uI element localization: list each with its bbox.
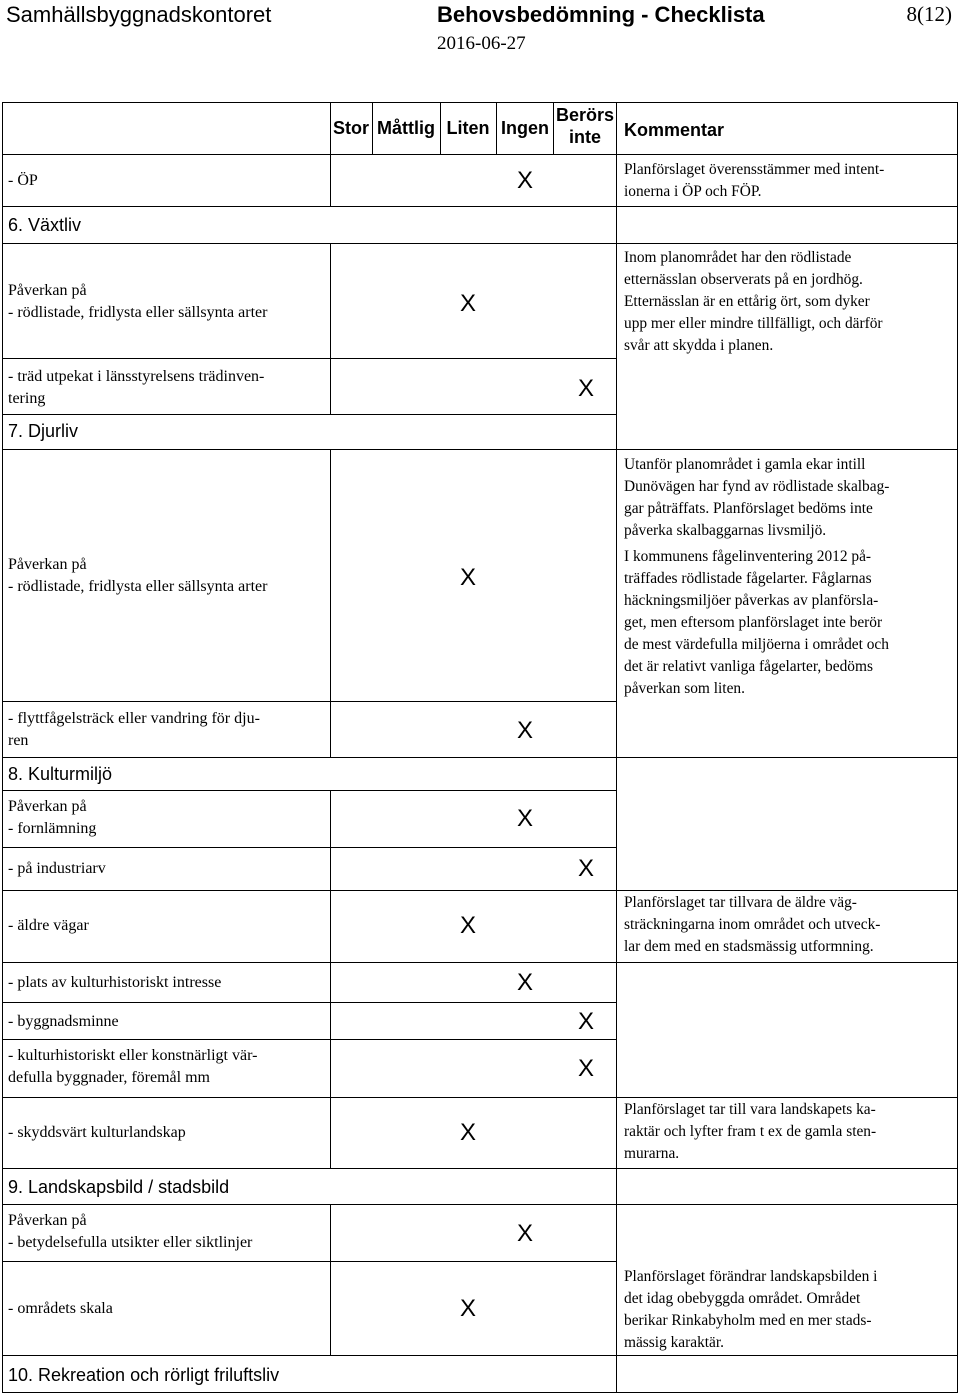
comment-line: påverka skalbaggarnas livsmiljö.: [624, 522, 827, 539]
comment-kulturlandskap: [624, 1099, 876, 1165]
row-label-kulturlandskap: - skyddsvärt kulturlandskap: [8, 1124, 186, 1141]
row-label-line: Påverkan på: [8, 282, 87, 299]
section-heading-rekreation: 10. Rekreation och rörligt friluftsliv: [8, 1365, 280, 1385]
mark-trad-utpekat-berors-inte: X: [577, 375, 594, 402]
row-label-utsikter: [8, 1210, 252, 1254]
column-header-mattlig: Måttlig: [377, 118, 435, 138]
row-label-flyttfagelstrack: [8, 708, 260, 752]
row-label-industriarv: - på industriarv: [8, 860, 106, 877]
org-name: Samhällsbyggnadskontoret: [6, 2, 272, 27]
page-number: 8(12): [906, 2, 952, 26]
row-label-kulturhistoriskt-intresse: - plats av kulturhistoriskt intresse: [8, 974, 222, 991]
comment-line: I kommunens fågelinventering 2012 på-: [624, 548, 872, 565]
comment-line: Planförslaget tar till vara landskapets ka-: [624, 1101, 876, 1118]
comment-line: Planförslaget överensstämmer med intent-: [624, 161, 885, 178]
row-label-djurliv-rodlistade: [8, 554, 267, 598]
column-header-berors-inte: [553, 104, 617, 148]
mark-kulturlandskap-liten: X: [459, 1119, 476, 1146]
mark-vardefulla-byggnader-berors-inte: X: [577, 1055, 594, 1082]
row-label-line: - fornlämning: [8, 820, 97, 837]
mark-vaxtliv-rodlistade-liten: X: [459, 290, 476, 317]
row-label-line: - kulturhistoriskt eller konstnärligt vär-: [8, 1047, 258, 1064]
mark-aldre-vagar-liten: X: [459, 912, 476, 939]
comment-line: Utanför planområdet i gamla ekar intill: [624, 456, 866, 473]
mark-utsikter-ingen: X: [516, 1220, 533, 1247]
column-header-stor: Stor: [333, 118, 369, 138]
comment-line: påverkan som liten.: [624, 680, 745, 697]
mark-byggnadsminne-berors-inte: X: [577, 1008, 594, 1035]
row-label-line: - flyttfågelsträck eller vandring för dju-: [8, 710, 260, 727]
comment-line: upp mer eller mindre tillfälligt, och därför: [624, 315, 883, 332]
comment-djurliv-skalbaggar: [624, 454, 889, 542]
document-date: 2016-06-27: [437, 33, 526, 54]
row-label-omradets-skala: - områdets skala: [8, 1300, 113, 1317]
row-label-fornlamning: [8, 796, 96, 840]
comment-line: sträckningarna inom området och utveck-: [624, 916, 881, 933]
comment-line: Planförslaget förändrar landskapsbilden i: [624, 1268, 878, 1285]
comment-line: berikar Rinkabyholm med en mer stads-: [624, 1312, 872, 1329]
row-label-line: defulla byggnader, föremål mm: [8, 1069, 210, 1086]
comment-line: lar dem med en stadsmässig utformning.: [624, 938, 874, 955]
comment-line: träffades rödlistade fågelarter. Fåglarnas: [624, 570, 872, 587]
row-label-line: tering: [8, 390, 46, 407]
column-header-berors-line2: inte: [568, 127, 601, 147]
comment-line: murarna.: [624, 1145, 680, 1162]
comment-line: raktär och lyfter fram t ex de gamla sten-: [624, 1123, 877, 1140]
comment-line: det är relativt vanliga fågelarter, bedöms: [624, 658, 873, 675]
row-label-line: Påverkan på: [8, 1212, 87, 1229]
section-heading-kulturmiljo: 8. Kulturmiljö: [8, 764, 113, 784]
mark-flyttfagelstrack-ingen: X: [516, 717, 533, 744]
comment-line: Planförslaget tar tillvara de äldre väg-: [624, 894, 857, 911]
section-heading-landskapsbild: 9. Landskapsbild / stadsbild: [8, 1177, 230, 1197]
row-label-line: - träd utpekat i länsstyrelsens trädinven-: [8, 368, 265, 385]
section-heading-vaxtliv: 6. Växtliv: [8, 215, 82, 235]
row-label-line: - betydelsefulla utsikter eller siktlinjer: [8, 1234, 253, 1251]
row-label-vardefulla-byggnader: [8, 1045, 257, 1089]
comment-line: get, men eftersom planförslaget inte berör: [624, 614, 883, 631]
row-label-aldre-vagar: - äldre vägar: [8, 917, 89, 934]
column-header-liten: Liten: [446, 118, 490, 138]
comment-line: Dunövägen har fynd av rödlistade skalbag-: [624, 478, 890, 495]
comment-line: häckningsmiljöer påverkas av planförsla-: [624, 592, 879, 609]
section-heading-djurliv: 7. Djurliv: [8, 421, 79, 441]
comment-line: Etternässlan är en ettårig ört, som dyker: [624, 293, 870, 310]
row-label-line: ren: [8, 732, 29, 749]
row-label-line: - rödlistade, fridlysta eller sällsynta arter: [8, 304, 268, 321]
column-header-berors-line1: Berörs: [555, 105, 615, 125]
comment-line: de mest värdefulla miljöerna i området och: [624, 636, 889, 653]
row-label-trad-utpekat: [8, 366, 264, 410]
mark-op-ingen: X: [516, 167, 533, 194]
column-header-ingen: Ingen: [501, 118, 549, 138]
mark-omradets-skala-liten: X: [459, 1295, 476, 1322]
row-label-byggnadsminne: - byggnadsminne: [8, 1013, 119, 1030]
comment-aldre-vagar: [624, 892, 880, 958]
comment-line: gar påträffats. Planförslaget bedöms inte: [624, 500, 873, 517]
row-label-op: - ÖP: [8, 172, 38, 189]
comment-line: Inom planområdet har den rödlistade: [624, 249, 852, 266]
mark-industriarv-berors-inte: X: [577, 855, 594, 882]
mark-fornlamning-ingen: X: [516, 805, 533, 832]
mark-djurliv-rodlistade-liten: X: [459, 564, 476, 591]
row-label-line: Påverkan på: [8, 798, 87, 815]
row-label-line: - rödlistade, fridlysta eller sällsynta arter: [8, 578, 268, 595]
column-header-kommentar: Kommentar: [624, 120, 725, 140]
comment-line: det idag obebyggda området. Området: [624, 1290, 861, 1307]
document-title: Behovsbedömning - Checklista: [437, 2, 765, 27]
row-label-vaxtliv-rodlistade: [8, 280, 267, 324]
mark-kulturhistoriskt-intresse-ingen: X: [516, 969, 533, 996]
comment-line: ionerna i ÖP och FÖP.: [624, 183, 762, 200]
comment-line: mässig karaktär.: [624, 1334, 725, 1351]
comment-op: [624, 159, 884, 203]
comment-line: etternässlan observerats på en jordhög.: [624, 271, 863, 288]
row-label-line: Påverkan på: [8, 556, 87, 573]
comment-line: svår att skydda i planen.: [624, 337, 774, 354]
comment-omradets-skala: [624, 1266, 877, 1354]
comment-vaxtliv-rodlistade: [624, 247, 883, 357]
comment-djurliv-faglar: [624, 546, 889, 700]
